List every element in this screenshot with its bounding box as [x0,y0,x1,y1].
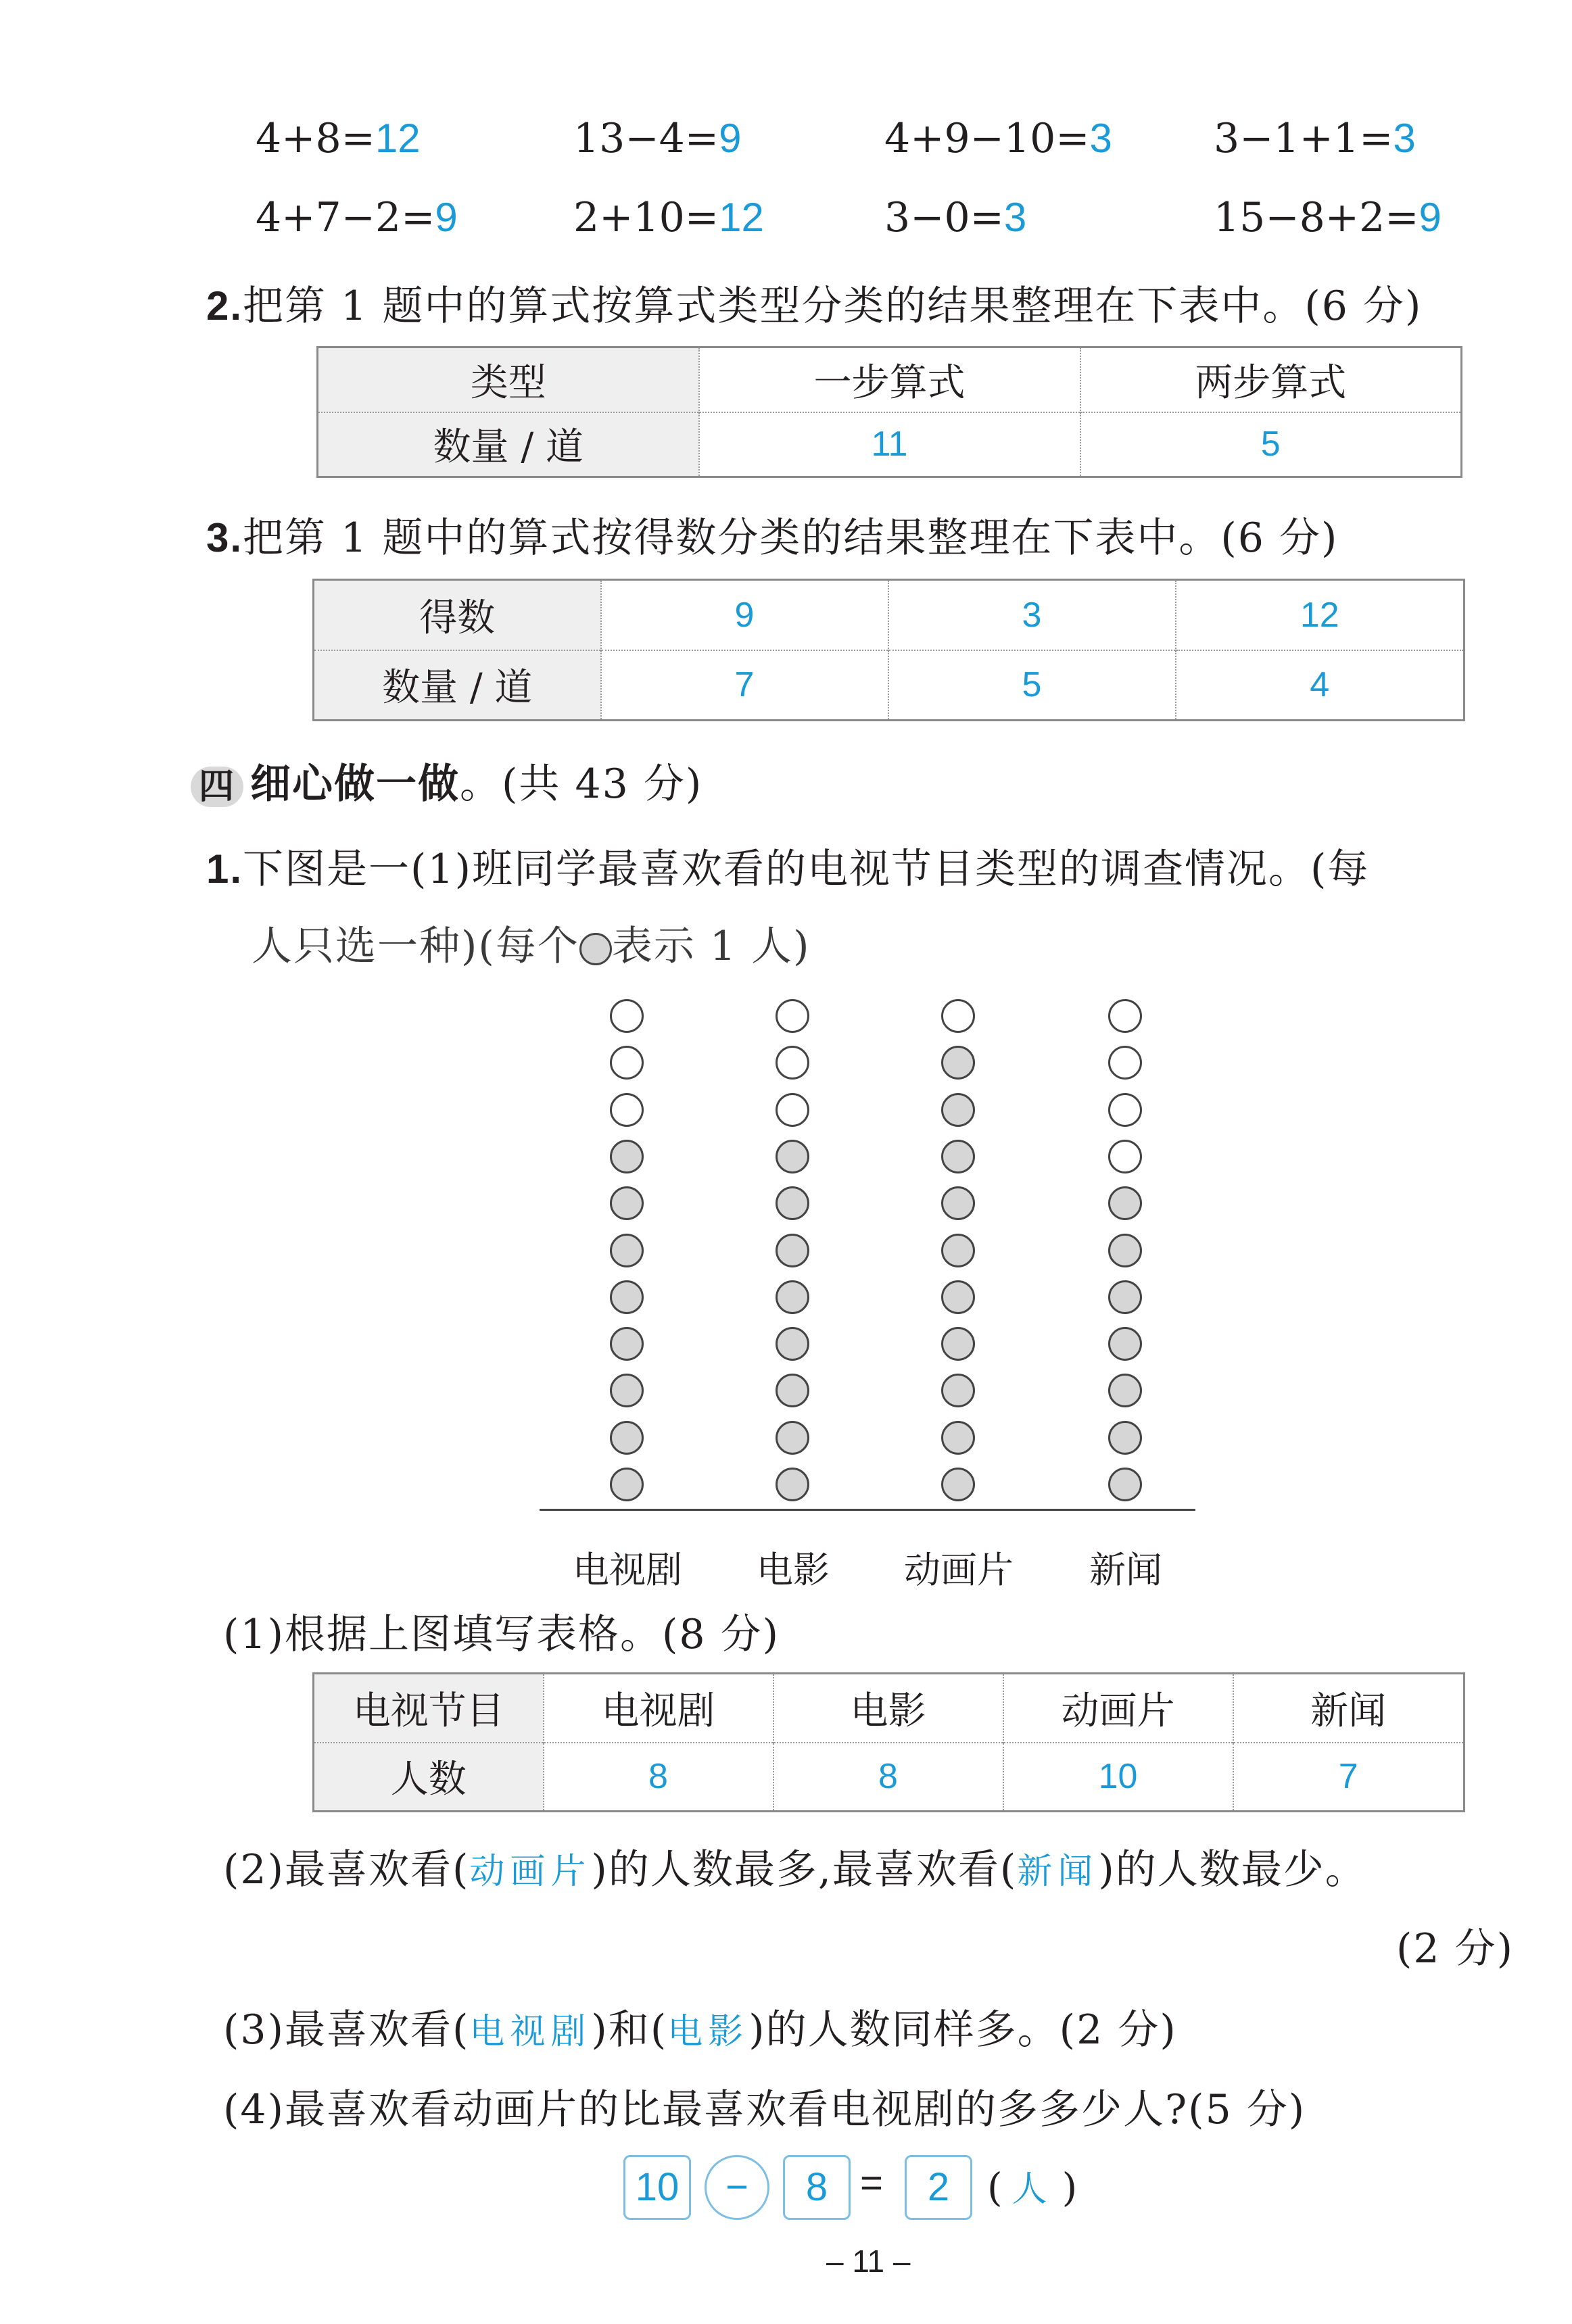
table-cell: 7 [1233,1743,1464,1812]
table-cell: 5 [1080,412,1462,477]
pictograph-circle [1108,999,1142,1033]
answer-text: 电影 [667,2012,749,2052]
table-cell: 7 [601,650,888,721]
answer-text: 电视剧 [469,2012,592,2052]
table-header: 类型 [318,347,699,412]
equation-answer: 12 [719,195,764,240]
unit-answer: 人 [1011,2169,1053,2210]
equation-answer: 3 [1089,116,1112,161]
table-header: 3 [888,580,1176,650]
equation-7: 3−0=3 [884,194,1027,241]
pictograph-circle [1108,1093,1142,1127]
pictograph-circle [610,1234,644,1267]
pictograph-circle [941,1140,975,1173]
pictograph-circle [776,1093,809,1127]
pictograph-circle [1108,1374,1142,1407]
pictograph-circle [941,999,975,1033]
sub-question-3: (3)最喜欢看(电视剧)和(电影)的人数同样多。(2 分) [223,2006,1177,2054]
pictograph-circle [610,1468,644,1501]
table-row-label: 数量 / 道 [314,650,601,721]
table-cell: 5 [888,650,1176,721]
pictograph-circle [1108,1468,1142,1501]
pictograph-circle [610,1280,644,1314]
equation-answer: 9 [435,195,458,240]
pictograph-circle [776,1046,809,1080]
table-cell: 4 [1176,650,1464,721]
pictograph-circle [610,1374,644,1407]
pictograph-circle [941,1374,975,1407]
equation-4: 3−1+1=3 [1214,115,1416,162]
table-row-label: 数量 / 道 [318,412,699,477]
table-header: 动画片 [1003,1674,1233,1743]
pictograph-circle [776,1374,809,1407]
pictograph-circle [941,1280,975,1314]
question-4-1-line1: 1.下图是一(1)班同学最喜欢看的电视节目类型的调查情况。(每 [206,846,1370,893]
pictograph-circle [1108,1186,1142,1220]
pictograph-circle [610,1186,644,1220]
pictograph-circle [941,1186,975,1220]
question-4-1-line2: 人只选一种)(每个 表示 1 人) [252,923,811,970]
section-title: 细心做一做 [250,760,460,808]
pictograph-circle [941,1327,975,1361]
table-header: 电视节目 [314,1674,544,1743]
equation-2: 13−4=9 [573,115,742,162]
answer-text: 新闻 [1017,1851,1099,1892]
category-label: 动画片 [904,1549,1014,1591]
pictograph-circle [941,1421,975,1455]
table-cell: 8 [544,1743,773,1812]
sub-question-2: (2)最喜欢看(动画片)的人数最多,最喜欢看(新闻)的人数最少。 [223,1846,1367,1893]
pictograph-circle [610,1327,644,1361]
pictograph-circle [610,1421,644,1455]
pictograph-circle [610,1093,644,1127]
pictograph-circle [776,1280,809,1314]
pictograph-circle [1108,1280,1142,1314]
unit-label: ( 人 ) [987,2164,1078,2210]
table-row-label: 人数 [314,1743,544,1812]
equation-1: 4+8=12 [256,115,421,162]
equation-6: 2+10=12 [573,194,764,241]
answer-box-result: 2 [905,2155,972,2220]
sub-question-1: (1)根据上图填写表格。(8 分) [223,1611,780,1658]
pictograph-circle [1108,1327,1142,1361]
pictograph-circle [610,1046,644,1080]
sub-question-4: (4)最喜欢看动画片的比最喜欢看电视剧的多多少人?(5 分) [223,2086,1306,2133]
pictograph-circle [941,1468,975,1501]
table-header: 一步算式 [699,347,1080,412]
operator-circle: − [705,2155,769,2220]
pictograph-circle [610,1140,644,1173]
pictograph-circle [941,1234,975,1267]
pictograph-circle [776,1234,809,1267]
page-number: – 11 – [826,2244,911,2279]
pictograph-circle [1108,1234,1142,1267]
equation-answer: 12 [375,116,421,161]
equation-3: 4+9−10=3 [884,115,1112,162]
result-count-table [312,579,1465,721]
equation-8: 15−8+2=9 [1214,194,1442,241]
table-header: 电影 [773,1674,1003,1743]
equation-answer: 9 [1419,195,1442,240]
pictograph-circle [776,1140,809,1173]
pictograph-circle [1108,1046,1142,1080]
pictograph-circle [776,1327,809,1361]
table-header: 电视剧 [544,1674,773,1743]
legend-circle-icon [579,933,612,965]
equation-5: 4+7−2=9 [256,194,458,241]
section-4-heading: 四 细心做一做。(共 43 分) [191,752,702,810]
table-cell: 10 [1003,1743,1233,1812]
table-header: 新闻 [1233,1674,1464,1743]
tv-program-table [312,1672,1465,1812]
pictograph-circle [776,1186,809,1220]
question-3: 3.把第 1 题中的算式按得数分类的结果整理在下表中。(6 分) [206,514,1339,562]
pictograph-circle [941,1046,975,1080]
equals-sign: = [860,2161,883,2205]
answer-box-a: 10 [623,2155,691,2220]
pictograph-circle [1108,1421,1142,1455]
pictograph-circle [776,999,809,1033]
category-label: 电影 [757,1549,830,1591]
chart-baseline [540,1509,1195,1511]
table-header: 得数 [314,580,601,650]
equation-answer: 3 [1393,116,1416,161]
sub-question-2-points: (2 分) [1396,1925,1515,1972]
pictograph-circle [1108,1140,1142,1173]
category-label: 电视剧 [573,1549,682,1591]
table-header: 12 [1176,580,1464,650]
answer-box-b: 8 [783,2155,851,2220]
equation-answer: 9 [719,116,742,161]
table-cell: 11 [699,412,1080,477]
answer-text: 动画片 [469,1851,592,1892]
pictograph-circle [941,1093,975,1127]
pictograph-circle [776,1468,809,1501]
table-header: 两步算式 [1080,347,1462,412]
category-label: 新闻 [1089,1549,1162,1591]
pictograph-circle [610,999,644,1033]
type-count-table [316,346,1462,478]
table-cell: 8 [773,1743,1003,1812]
section-badge: 四 [191,767,243,807]
equation-answer: 3 [1003,195,1027,240]
pictograph-circle [776,1421,809,1455]
question-2: 2.把第 1 题中的算式按算式类型分类的结果整理在下表中。(6 分) [206,283,1423,330]
table-header: 9 [601,580,888,650]
